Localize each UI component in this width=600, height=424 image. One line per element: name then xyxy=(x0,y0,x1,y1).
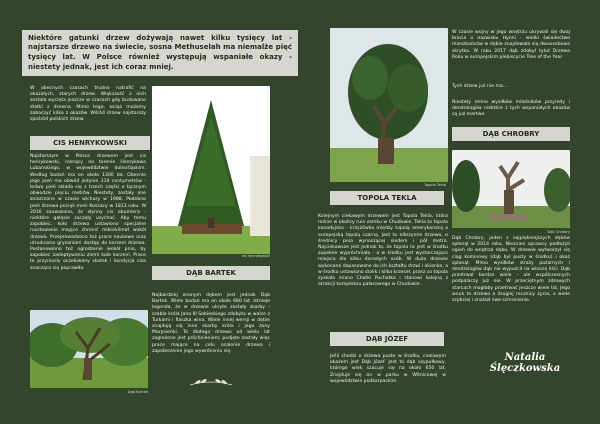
intro-text: Niektóre gatunki drzew dożywają nawet kilku tysięcy lat - najstarsze drzewo na świecie, sosna Methuselah ma niemalże pięć tysięcy lat. W Polsce również występują wspaniałe okazy - niestety jednak, jest ich coraz mniej. xyxy=(28,33,292,71)
author-signature: Natalia Ślęczkowska xyxy=(489,352,561,374)
chrobry-photo xyxy=(452,150,570,228)
bartek-photo-image xyxy=(30,310,148,388)
tekla-caption: Topola Tekla xyxy=(424,183,446,187)
chrobry-caption: Dąb Chrobry xyxy=(547,230,570,234)
col3-tail: Tych drzew już nie ma... xyxy=(452,84,508,89)
chrobry-text: Dąb Chrobry, jeden z najpiękniejszych dębów spłonął w 2014 roku. Nieznani sprawcy podłożyli ogień do wnętrza dębu. W drzewie wytworzył się ciąg kominowy (dąb był pusty w środku) i okaz spłonął. Mimo wysiłków straży pożarnych i dendrologów dąb nie wypuścił na wiosnę liści. Dąb przetrwał bardzo wiele - ale współczesnych podpalaczy już nie. W przeciętnym zdrowych starcach mogłaby przetrwać jeszcze wiele lat. Jego wnuk to drzewo o drugiej rocznicy życia, o wiele szybciej i znalazł swe schronienie. xyxy=(452,236,570,304)
bartek-caption: Dąb Bartek xyxy=(127,390,148,394)
bartek-header: DĄB BARTEK xyxy=(152,266,270,280)
tekla-photo xyxy=(330,28,448,182)
col3-text2: Niestety mimo wysiłków miłośników przyrody i dendrologów niektóre z tych wspaniałych okazów są już martwe. xyxy=(452,100,570,118)
col3-top-text: W czasie wojny w jego wnętrzu ukrywali się dwaj bracia o nazwisku Hynni - wielki świadectwo mieszkańców w dębie znajdowała się dwuosobowa skrytka. W roku 2017 dąb zdobył tytuł Drzewa Roku w europejskim plebiscycie Tree of the Year. xyxy=(452,30,570,60)
tekla-header: TOPOLA TEKLA xyxy=(330,191,444,205)
cis-header: CIS HENRYKOWSKI xyxy=(30,136,150,150)
jozef-text: Jeśli chodzi o drzewa puste w środku, ciekawym okazem jest Dąb Józef. Jest to dąb szypułkowy, którego wiek szacuje się na około 650 lat. Znajduje się on w parku w Witnicowej w województwie podkarpackim. xyxy=(330,354,446,384)
cis-caption: cis henrykowski xyxy=(241,254,270,258)
tekla-text: Kolejnym ciekawym drzewem jest Topola Tekla, która rośnie w okolicy ruin zamku w Chudowie. Tekla to topola kanadyjska - krzyżówka między topolą amerykańską a europejską topolą czarną. Jest to olbrzymie drzewo, o średnicy pnia wynoszącej siedem i pół metra. Najciekawsze jest jednak to, że topola ta jest w środku zupełnie wypróchniała - a w środku jest wystarczająco miejsca dla kilku dorosłych osób. W dużo drzewie wykonano dopasowane do ich kształtu drzwi i okienko, a w środku ustawiono stolik i kilka krzeseł, przez co topola zyskała miano Chatki Puchatka i stanowi kolejną z atrakcji kompleksu pałacowego w Chudowie. xyxy=(318,214,449,288)
intro-banner xyxy=(22,30,298,76)
bartek-photo xyxy=(30,310,148,388)
cis-photo-image xyxy=(152,86,270,254)
jozef-header: DĄB JÓZEF xyxy=(330,332,444,346)
bartek-text: Najbardziej znanym dębem jest jednak Dąb Bartek. Wiele badań ma on około 680 lat. Istnieje legenda, że w drzewie ukryte zostały skarby - szabla króla Jana III Sobieskiego zdobyta w walce z Turkami i flaszka wina. Wiele innej wersji w dębie znajdują się inne skarby króla i jego żony Marysieńki. To dlatego drzewo od wielu lat zagrożone jest próchnieniem; podjęte zostały więc prace mające na celu ocalenie drzewa i zapobieżenie jego wywróceniu się. xyxy=(152,293,270,354)
col1-top-text: W obecnych czasach trudno natrafić na okazałych, starych drzew. Większość z nich została wycięta jeszcze w czasach gdy budowano statki z drewna. Mimo tego, wciąż możemy zobaczyć kilka z okazów. Wśród drzew najstarszy spośród polskich drzew. xyxy=(30,86,146,123)
chrobry-header: DĄB CHROBRY xyxy=(452,127,570,141)
chrobry-photo-image xyxy=(452,150,570,228)
cis-text: Najstarszym w Polsce drzewem jest cis henrykowski, rosnący na terenie Henrykowa Lubańskiego, w województwie dolnośląskim. Według badań ma on około 1300 lat. Obecnie jego pień ma obwód jedynie 310 centymetrów - ledwo pień składa się z trzech części o łącznym obwodzie pięciu metrów. Niestety, zostały one zniszczone w czasie wichury w 1988. Podobno pień drzewa pocięli mieli Koszacy w 1813 roku. W 2016 zauważono, że słynny cis obumiera - niektóre gałęzie zaczęły usychać. Aby temu zapobiec, koło drzewa ustawiono specjalne rusztowanie mające chronić mikroklimat wokół drzewa. Przeprowadzono też prace naukowe oraz utrudniono gryzoniom dostęp do korzeni drzewa. Postanowiono też ogrodzenie wokół pnia, by zapobiec zadeptywaniu ziemi koło korzeni. Prace te przyniosły oczekiwany skutek i kondycja cisa znacząco się poprawiła. xyxy=(30,154,146,271)
leaf-ornament-icon xyxy=(186,374,236,388)
tekla-photo-image xyxy=(330,28,448,182)
cis-photo xyxy=(152,86,270,254)
